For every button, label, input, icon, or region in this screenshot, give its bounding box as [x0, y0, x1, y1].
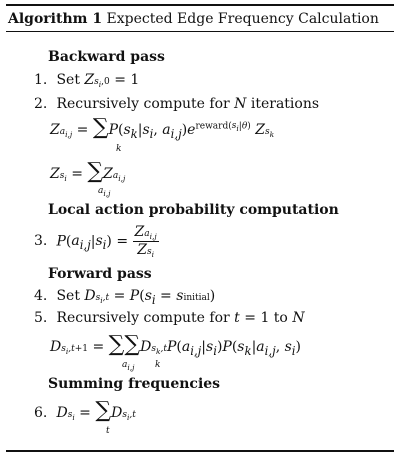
step-5-number: 5.: [34, 310, 48, 326]
section-forward-pass: Forward pass: [48, 266, 152, 282]
fraction: $\frac{Za_{i,j}}{Zs_i}$: [134, 224, 157, 259]
step-2-number: 2.: [34, 96, 48, 112]
caption-rule: [6, 31, 394, 32]
equation-d-forward: $Ds_i,t+1 = \sum\sum Ds_k,tP(a_{i,j}|s_i)P(s_k|a_{i,j}$, $s_i$): [50, 332, 301, 358]
step-1-number: 1.: [34, 72, 48, 88]
step-4-number: 4.: [34, 288, 48, 304]
algorithm-label: Algorithm 1: [8, 11, 103, 27]
step-3: 3. $P(a_{i,j}|s_i)$ = $\frac{Za_{i,j}}{Zs_i}$: [34, 224, 157, 259]
top-rule: [6, 4, 394, 6]
section-backward-pass: Backward pass: [48, 49, 165, 65]
step-1: 1. Set $Zs_i,0 = 1$: [34, 72, 140, 89]
sum-index-t: t: [106, 426, 110, 436]
sum-index-a-forward: $a_{i,j}$: [122, 360, 135, 372]
equation-z-s: $Zs_i = \sum Za_{i,j}$: [50, 159, 126, 184]
step-2: 2. Recursively compute for N iterations: [34, 96, 320, 112]
algorithm-caption: [8, 11, 379, 27]
algorithm-box: [6, 4, 394, 452]
equation-z-a: $Za_{i,j} = \sum P(s_k|s_i$, $a_{i,j})e^{reward(s_i|\theta)}$ $Zs_k$: [50, 115, 275, 141]
bottom-rule: [6, 450, 394, 452]
sum-index-a: $a_{i,j}$: [98, 186, 111, 198]
step-5: 5. Recursively compute for t = 1 to N: [34, 310, 305, 326]
section-local-action: Local action probability computation: [48, 202, 339, 218]
step-4: 4. Set $Ds_i,t = P(s_i$ = sinitial): [34, 288, 216, 307]
step-3-number: 3.: [34, 233, 48, 250]
sum-index-k-forward: k: [155, 360, 161, 370]
algorithm-title: Expected Edge Frequency Calculation: [106, 11, 379, 27]
sum-index-k: k: [116, 144, 122, 154]
step-6: 6. $Ds_i = \sum Ds_i,t$: [34, 398, 136, 423]
step-6-number: 6.: [34, 405, 48, 421]
section-summing: Summing frequencies: [48, 376, 221, 392]
